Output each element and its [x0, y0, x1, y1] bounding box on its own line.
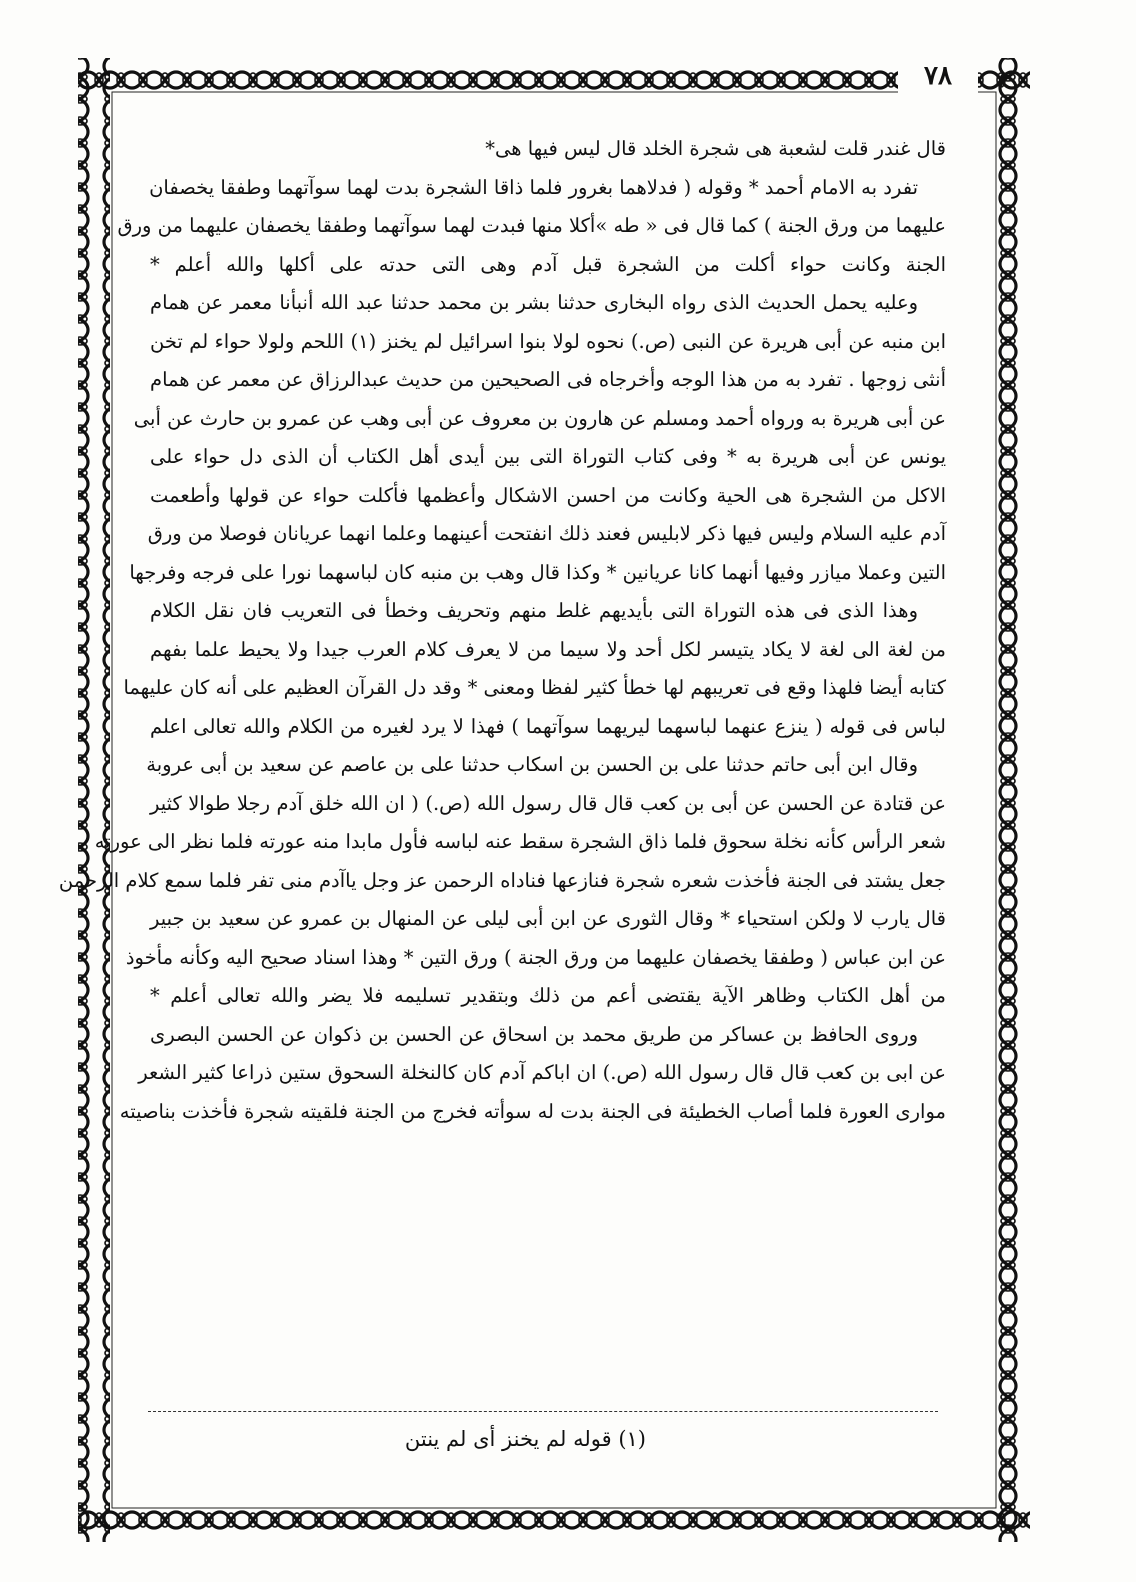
- text-line: التين وعملا ميازر وفيها أنهما كانا عريانين * وكذا قال وهب بن منبه كان لباسهما نورا على فرجه وفرجها: [129, 560, 946, 584]
- text-line: عن قتادة عن الحسن عن أبى بن كعب قال قال رسول الله (ص.) ( ان الله خلق آدم رجلا طوالا كثير: [150, 791, 946, 815]
- text-line: تفرد به الامام أحمد * وقوله ( فدلاهما بغرور فلما ذاقا الشجرة بدت لهما سوآتهما وطفقا يخصفان: [149, 175, 918, 199]
- main-text: [58, 130, 946, 1131]
- text-line: الجنة وكانت حواء أكلت من الشجرة قبل آدم وهى التى حدته على أكلها والله أعلم *: [150, 252, 946, 276]
- footnote-divider: [148, 1411, 938, 1412]
- text-line: عن ابن عباس ( وطفقا يخصفان عليهما من ورق الجنة ) ورق التين * وهذا اسناد صحيح اليه وكأنه مأخوذ: [125, 945, 946, 969]
- text-line: أنثى زوجها . تفرد به من هذا الوجه وأخرجاه فى الصحيحين من حديث عبدالرزاق عن معمر عن همام: [150, 368, 946, 391]
- text-line: ابن منبه عن أبى هريرة عن النبى (ص.) نحوه لولا بنوا اسرائيل لم يخنز (١) اللحم ولولا حواء لم تخن: [150, 329, 946, 353]
- text-line: عليهما من ورق الجنة ) كما قال فى « طه »أكلا منها فبدت لهما سوآتهما وطفقا يخصفان عليهما من ورق: [117, 214, 946, 237]
- text-line: من لغة الى لغة لا يكاد يتيسر لكل أحد ولا سيما من لا يعرف كلام العرب جيدا ولا يحيط علما بفهم: [150, 637, 946, 661]
- page-number: ٧٨: [898, 52, 978, 100]
- text-line: قال غندر قلت لشعبة هى شجرة الخلد قال ليس فيها هى*: [485, 137, 946, 160]
- text-line: وهذا الذى فى هذه التوراة التى بأيديهم غلط منهم وتحريف وخطأ فى التعريب فان نقل الكلام: [150, 599, 918, 622]
- text-line: الاكل من الشجرة هى الحية وكانت من احسن الاشكال وأعظمها فأكلت حواء عن قولها وأطعمت: [150, 483, 946, 507]
- text-line: من أهل الكتاب وظاهر الآية يقتضى أعم من ذلك وبتقدير تسليمه فلا يضر والله تعالى أعلم *: [150, 984, 946, 1007]
- text-line: آدم عليه السلام وليس فيها ذكر لابليس فعند ذلك انفتحت أعينهما وعلما انهما عريانان فوصلا من ورق: [147, 522, 946, 545]
- text-line: عن أبى هريرة به ورواه أحمد ومسلم عن هارون بن معروف عن أبى وهب عن عمرو بن حارث عن أبى: [133, 406, 946, 430]
- text-line: لباس فى قوله ( ينزع عنهما لباسهما ليريهما سوآتهما ) فهذا لا يرد لغيره من الكلام والله تعالى اعلم: [150, 714, 946, 738]
- footnote: (١) قوله لم يخنز أى لم ينتن: [404, 1427, 646, 1451]
- text-line: جعل يشتد فى الجنة فأخذت شعره شجرة فنازعها فناداه الرحمن عز وجل ياآدم منى تفر فلما سمع كلام الرحمن: [58, 868, 946, 892]
- text-line: يونس عن أبى هريرة به * وفى كتاب التوراة التى بين أيدى أهل الكتاب أن الذى دل حواء على: [150, 445, 946, 468]
- text-line: كتابه أيضا فلهذا وقع فى تعريبهم لها خطأ كثير لفظا ومعنى * وقد دل القرآن العظيم على أنه كان عليهما: [123, 676, 946, 699]
- text-line: موارى العورة فلما أصاب الخطيئة فى الجنة بدت له سوأته فخرج من الجنة فلقيته شجرة فأخذت بناصيته: [119, 1099, 946, 1123]
- text-line: شعر الرأس كأنه نخلة سحوق فلما ذاق الشجرة سقط عنه لباسه فأول مابدا منه عورته فلما نظر الى عورته: [94, 830, 946, 853]
- text-line: وروى الحافظ بن عساكر من طريق محمد بن اسحاق عن الحسن بن ذكوان عن الحسن البصرى: [150, 1022, 918, 1046]
- text-line: وقال ابن أبى حاتم حدثنا على بن الحسن بن اسكاب حدثنا على بن عاصم عن سعيد بن أبى عروبة: [146, 753, 918, 776]
- text-line: قال يارب لا ولكن استحياء * وقال الثورى عن ابن أبى ليلى عن المنهال بن عمرو عن سعيد بن جبير: [150, 907, 946, 930]
- text-line: عن ابى بن كعب قال قال رسول الله (ص.) ان اباكم آدم كان كالنخلة السحوق ستين ذراعا كثير الشعر: [138, 1061, 946, 1084]
- text-line: وعليه يحمل الحديث الذى رواه البخارى حدثنا بشر بن محمد حدثنا عبد الله أنبأنا معمر عن همام: [150, 291, 918, 314]
